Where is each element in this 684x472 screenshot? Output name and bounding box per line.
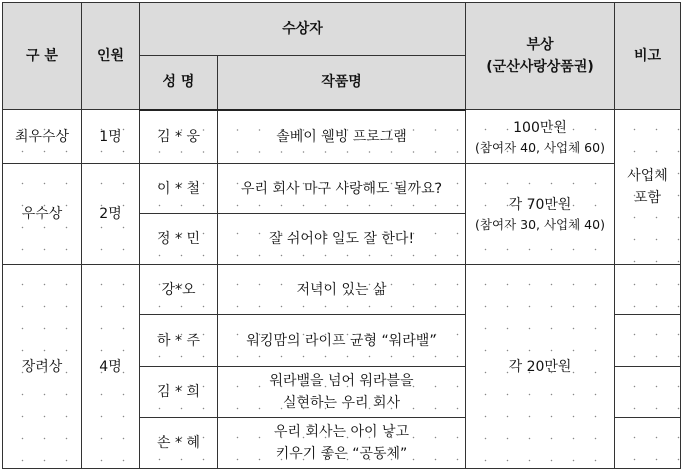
header-name: 성 명 (140, 56, 218, 110)
row-prize (466, 110, 615, 164)
prize-amount: 각 70만원 (508, 197, 572, 213)
work-title-line1: 워라밸을 넘어 워라블을 (269, 373, 414, 389)
note-line2: 포함 (633, 190, 662, 206)
row-work-title: 워킹맘의 라이프 균형 “워라밸” (218, 315, 466, 367)
row-category: 장려상 (3, 265, 82, 469)
row-count: 1명 (82, 110, 140, 164)
row-name: 손 * 혜 (140, 418, 218, 469)
table-row (3, 110, 681, 164)
row-name: 강*오 (140, 265, 218, 315)
row-name: 김 * 웅 (140, 110, 218, 164)
header-winner: 수상자 (140, 3, 466, 56)
row-note (615, 110, 681, 265)
header-work-title: 작품명 (218, 56, 466, 110)
row-note-empty (615, 315, 681, 367)
row-name: 이 * 철 (140, 164, 218, 214)
row-category: 최우수상 (3, 110, 82, 164)
table-row (3, 265, 681, 315)
row-count: 4명 (82, 265, 140, 469)
table-row (3, 164, 681, 214)
row-category: 우수상 (3, 164, 82, 265)
header-category: 구 분 (3, 3, 82, 110)
work-title-line2: 키우기 좋은 “공동체” (275, 446, 408, 462)
awards-table-container (2, 2, 680, 468)
row-prize (466, 164, 615, 265)
row-note-empty (615, 367, 681, 418)
row-work-title (218, 367, 466, 418)
header-prize (466, 3, 615, 110)
row-work-title (218, 418, 466, 469)
prize-amount: 100만원 (513, 119, 567, 136)
work-title-line1: 우리 회사는 아이 낳고 (273, 424, 410, 440)
note-line1: 사업체 (627, 168, 668, 184)
prize-split: (참여자 40, 사업체 60) (475, 139, 605, 155)
row-work-title: 솔베이 웰빙 프로그램 (218, 110, 466, 164)
awards-table (2, 2, 681, 469)
header-prize-line2: (군산사랑상품권) (486, 59, 594, 75)
row-note-empty (615, 265, 681, 315)
row-name: 정 * 민 (140, 214, 218, 265)
row-work-title: 저녁이 있는 삶 (218, 265, 466, 315)
header-prize-line1: 부상 (526, 37, 554, 53)
row-prize: 각 20만원 (466, 265, 615, 469)
work-title-line2: 실현하는 우리 회사 (282, 395, 401, 411)
row-name: 김 * 희 (140, 367, 218, 418)
prize-split: (참여자 30, 사업체 40) (475, 217, 605, 232)
row-work-title: 우리 회사 마구 사랑해도 될까요? (218, 164, 466, 214)
row-work-title: 잘 쉬어야 일도 잘 한다! (218, 214, 466, 265)
row-count: 2명 (82, 164, 140, 265)
header-count: 인원 (82, 3, 140, 110)
header-note: 비고 (615, 3, 681, 110)
row-note-empty (615, 418, 681, 469)
row-name: 하 * 주 (140, 315, 218, 367)
